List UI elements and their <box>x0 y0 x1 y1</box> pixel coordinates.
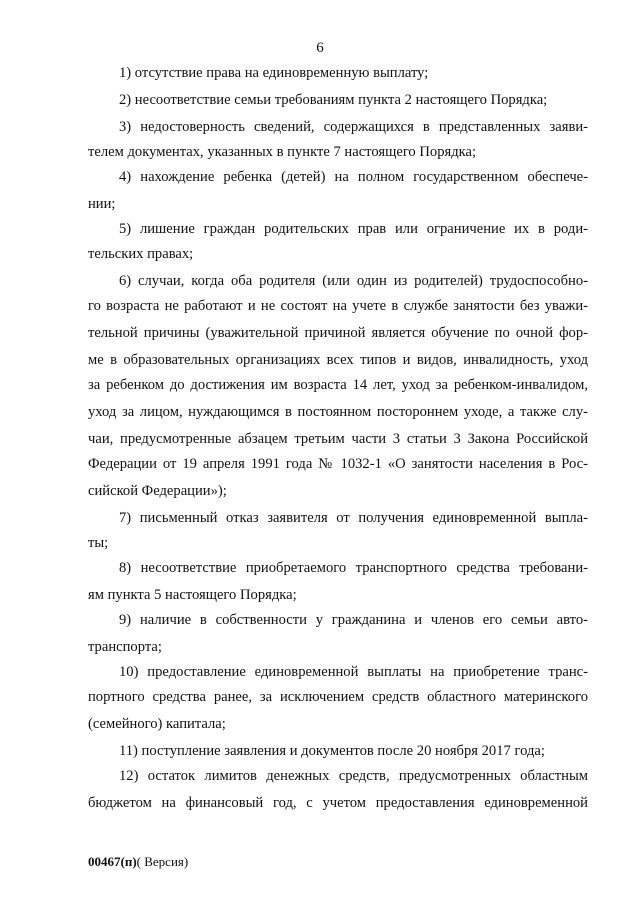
item-6-line-5: за ребенком до достижения им возраста 14 лет, уход за ребенком-инвалидом, <box>88 377 588 393</box>
item-10-line-1: 10) предоставление единовременной выплаты на приобретение транс- <box>119 664 588 680</box>
item-6-line-8: Федерации от 19 апреля 1991 года № 1032-1 «О занятости населения в Рос- <box>88 456 588 472</box>
item-8-line-2: ям пункта 5 настоящего Порядка; <box>88 587 297 603</box>
item-4-line-1: 4) нахождение ребенка (детей) на полном государственном обеспече- <box>119 169 588 185</box>
item-6-line-9: сийской Федерации»); <box>88 483 227 499</box>
item-11-line-1: 11) поступление заявления и документов после 20 ноября 2017 года; <box>119 743 545 759</box>
item-4-line-2: нии; <box>88 196 116 212</box>
item-8-line-1: 8) несоответствие приобретаемого транспортного средства требовани- <box>119 560 588 576</box>
item-6-line-6: уход за лицом, нуждающимся в постоянном постороннем уходе, а также слу- <box>88 404 588 420</box>
item-7-line-1: 7) письменный отказ заявителя от получения единовременной выпла- <box>119 510 588 526</box>
item-3-line-1: 3) недостоверность сведений, содержащихся в представленных заяви- <box>119 119 588 135</box>
item-9-line-2: транспорта; <box>88 639 162 655</box>
footer-version-label: ( Версия) <box>136 854 189 869</box>
item-10-line-2: портного средства ранее, за исключением средств областного материнского <box>88 689 588 705</box>
item-6-line-1: 6) случаи, когда оба родителя (или один из родителей) трудоспособно- <box>119 273 588 289</box>
item-5-line-2: тельских правах; <box>88 246 194 262</box>
item-10-line-3: (семейного) капитала; <box>88 716 226 732</box>
item-9-line-1: 9) наличие в собственности у гражданина и членов его семьи авто- <box>119 612 588 628</box>
item-7-line-2: ты; <box>88 535 109 551</box>
footer-document-code <box>88 854 188 870</box>
footer-code: 00467(п) <box>88 854 137 869</box>
item-3-line-2: телем документах, указанных в пункте 7 настоящего Порядка; <box>88 144 477 160</box>
item-12-line-2: бюджетом на финансовый год, с учетом предоставления единовременной <box>88 795 588 811</box>
item-6-line-7: чаи, предусмотренные абзацем третьим части 3 статьи 3 Закона Российской <box>88 431 588 447</box>
item-5-line-1: 5) лишение граждан родительских прав или ограничение их в роди- <box>119 221 588 237</box>
item-12-line-1: 12) остаток лимитов денежных средств, предусмотренных областным <box>119 768 588 784</box>
item-1-line-1: 1) отсутствие права на единовременную выплату; <box>119 65 429 81</box>
item-6-line-3: тельной причины (уважительной причиной является обучение по очной фор- <box>88 325 588 341</box>
item-6-line-4: ме в образовательных организациях всех типов и видов, инвалидность, уход <box>88 352 588 368</box>
page-number: 6 <box>316 40 324 56</box>
item-6-line-2: го возраста не работают и не состоят на учете в службе занятости без уважи- <box>88 298 588 314</box>
item-2-line-1: 2) несоответствие семьи требованиям пункта 2 настоящего Порядка; <box>119 92 548 108</box>
